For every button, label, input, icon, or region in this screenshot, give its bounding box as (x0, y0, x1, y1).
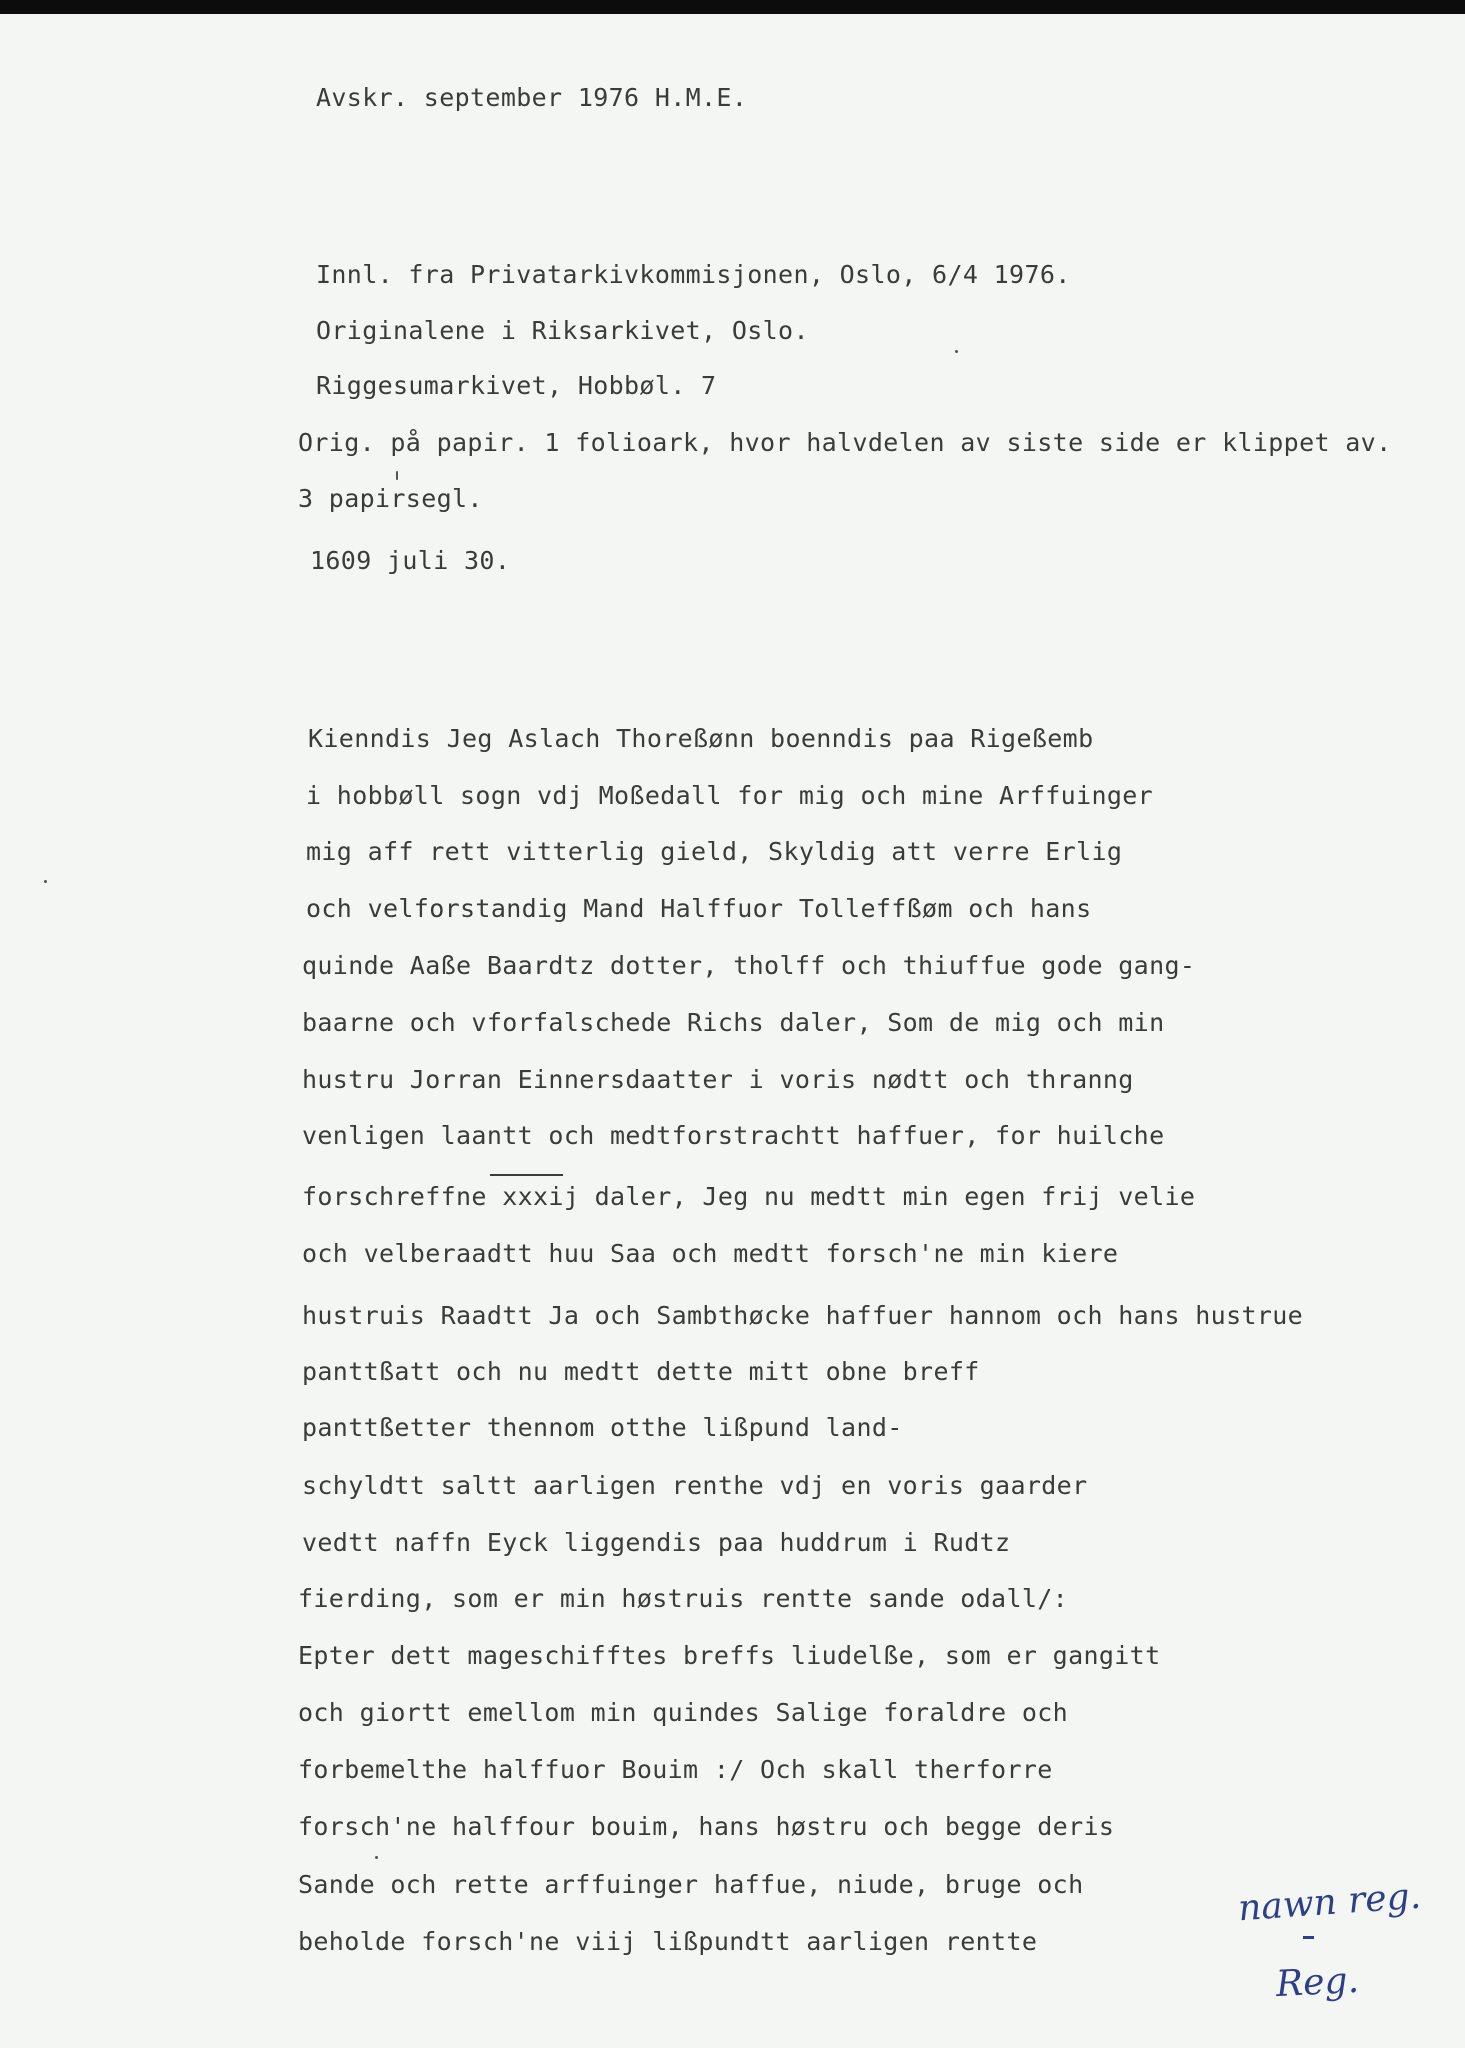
body-line: och giortt emellom min quindes Salige foraldre och (298, 1698, 1069, 1727)
originals-line: Originalene i Riksarkivet, Oslo. (316, 316, 809, 345)
date-line: 1609 juli 30. (310, 546, 511, 575)
ink-mark (44, 880, 47, 883)
body-line: hustru Jorran Einnersdaatter i voris nødtt och thranng (302, 1065, 1134, 1094)
body-line: Sande och rette arffuinger haffue, niude, bruge och (298, 1870, 1084, 1899)
ink-mark (955, 350, 958, 353)
numeral-overline (490, 1174, 563, 1176)
body-line: beholde forsch'ne viij lißpundtt aarligen rentte (298, 1927, 1038, 1956)
body-line: vedtt naffn Eyck liggendis paa huddrum i Rudtz (302, 1528, 1011, 1557)
body-line: mig aff rett vitterlig gield, Skyldig att verre Erlig (306, 837, 1123, 866)
body-line: och velberaadtt huu Saa och medtt forsch'ne min kiere (302, 1239, 1119, 1268)
description-line: Orig. på papir. 1 folioark, hvor halvdelen av siste side er klippet av. (298, 428, 1392, 457)
body-line: hustruis Raadtt Ja och Sambthøcke haffuer hannom och hans hustrue (302, 1301, 1304, 1330)
body-line: baarne och vforfalschede Richs daler, Som de mig och min (302, 1008, 1165, 1037)
received-line: Innl. fra Privatarkivkommisjonen, Oslo, 6/4 1976. (316, 260, 1071, 289)
body-line: panttßatt och nu medtt dette mitt obne breff (302, 1357, 980, 1386)
seals-line: 3 papirsegl. (298, 484, 483, 513)
body-line: Epter dett mageschifftes breffs liudelße, som er gangitt (298, 1641, 1161, 1670)
body-line: i hobbøll sogn vdj Moßedall for mig och mine Arffuinger (306, 781, 1154, 810)
body-line: forschreffne xxxij daler, Jeg nu medtt min egen frij velie (302, 1182, 1196, 1211)
body-line: forbemelthe halffuor Bouim :/ Och skall therforre (298, 1755, 1053, 1784)
archive-line: Riggesumarkivet, Hobbøl. 7 (316, 371, 717, 400)
ink-mark (396, 471, 398, 480)
margin-note-register: nawn reg. (1236, 1875, 1423, 1930)
ink-mark (375, 1856, 378, 1859)
body-line: quinde Aaße Baardtz dotter, tholff och thiuffue gode gang- (302, 951, 1196, 980)
body-line: och velforstandig Mand Halffuor Tolleffßøm och hans (306, 894, 1092, 923)
body-line: Kienndis Jeg Aslach Thoreßønn boenndis paa Rigeßemb (308, 724, 1094, 753)
body-line: venligen laantt och medtforstrachtt haffuer, for huilche (302, 1121, 1165, 1150)
margin-note-dash (1303, 1936, 1314, 1939)
margin-note-reg: Reg. (1274, 1959, 1360, 2006)
body-line: fierding, som er min høstruis rentte sande odall/: (298, 1584, 1069, 1613)
body-line: panttßetter thennom otthe lißpund land- (302, 1413, 903, 1442)
body-line: schyldtt saltt aarligen renthe vdj en voris gaarder (302, 1471, 1088, 1500)
transcription-note: Avskr. september 1976 H.M.E. (316, 83, 748, 112)
body-line: forsch'ne halffour bouim, hans høstru och begge deris (298, 1812, 1115, 1841)
